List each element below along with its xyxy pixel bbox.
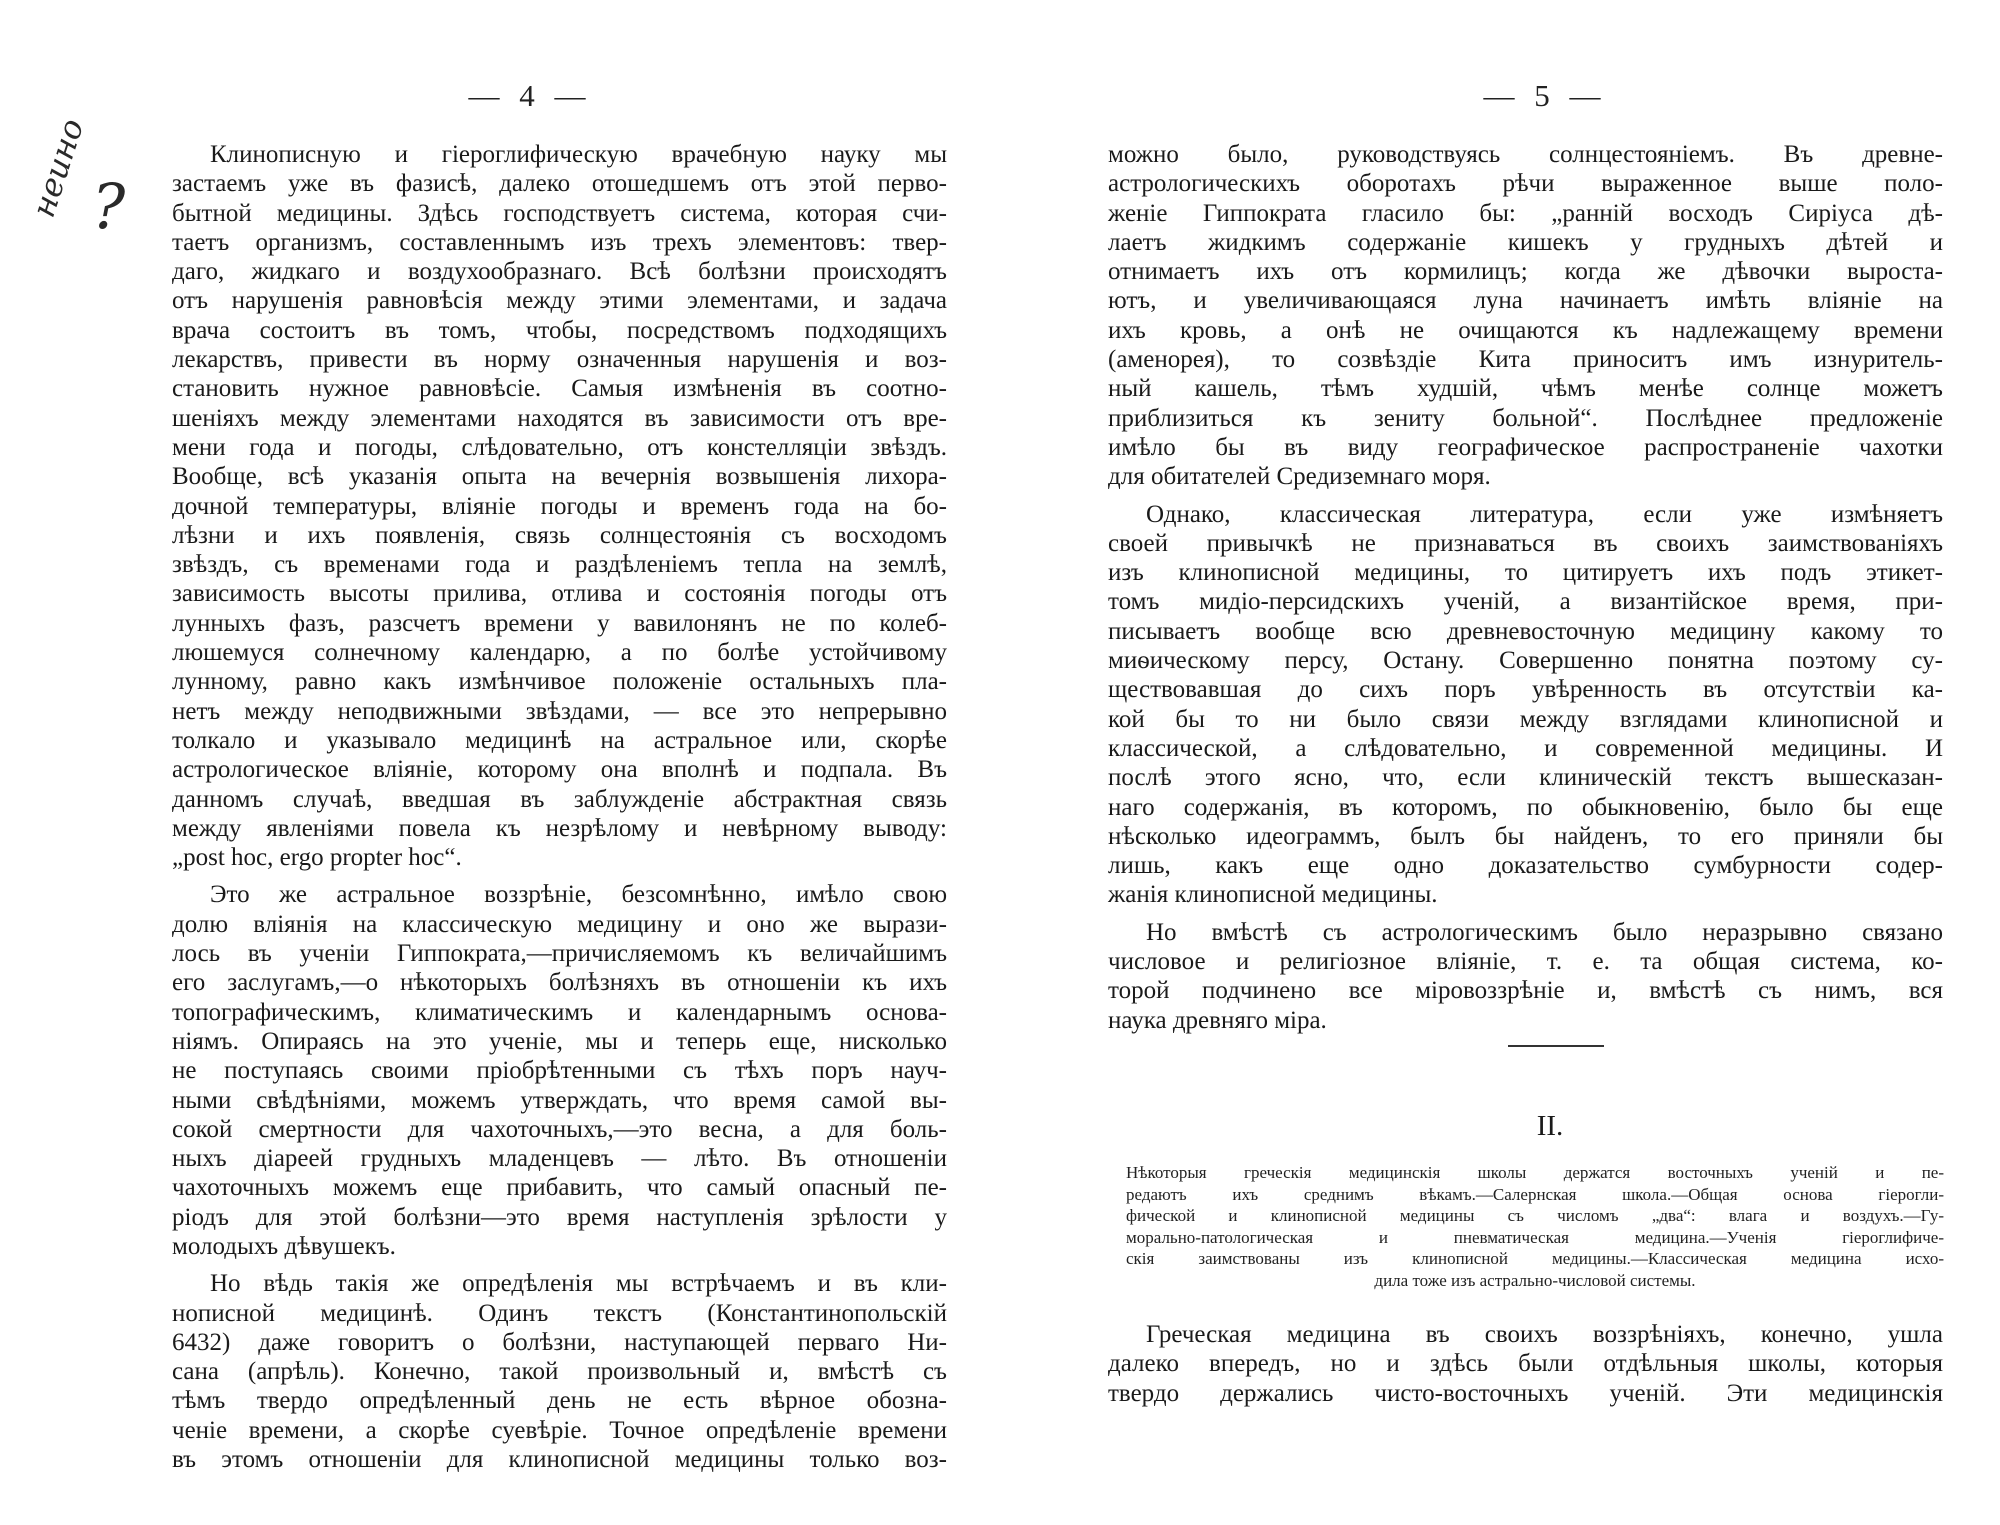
text-line: Однако, классическая литература, если уже измѣняетъ [1146, 500, 1943, 528]
text-line: для обитателей Средиземнаго моря. [1108, 463, 1491, 491]
section-number: II. [1536, 1110, 1564, 1142]
text-line: Но вѣдь такія же опредѣленія мы встрѣчаемъ и въ кли- [210, 1270, 947, 1298]
text-line: люшемуся солнечному календарю, а по болѣе устойчивому [172, 639, 947, 667]
text-line: ныхъ діареей грудныхъ младенцевъ — лѣто. Въ отношеніи [172, 1145, 947, 1173]
text-line: между явленіями повела къ незрѣлому и невѣрному выводу: [172, 814, 947, 842]
text-line: твердо держались чисто-восточныхъ ученій. Эти медицинскія [1108, 1379, 1943, 1407]
text-line: классической, а слѣдовательно, и современной медицины. И [1108, 734, 1943, 762]
text-line: лунныхъ фазъ, разсчетъ времени у вавилонянъ не по колеб- [172, 609, 947, 637]
margin-note-word: неино [24, 113, 92, 222]
text-line: астрологическихъ оборотахъ рѣчи выраженное выше поло- [1108, 170, 1943, 198]
text-line: Но вмѣстѣ съ астрологическимъ было неразрывно связано [1146, 918, 1943, 946]
text-line: далеко впередъ, но и здѣсь были отдѣльныя школы, которыя [1108, 1350, 1943, 1378]
text-line: наука древняго міра. [1108, 1006, 1327, 1034]
chapter-summary [1126, 1162, 1944, 1291]
text-line: писываетъ вообще всю древневосточную медицину какому то [1108, 617, 1943, 645]
text-line: нетъ между неподвижными звѣздами, — все это непрерывно [172, 697, 947, 725]
text-line: лаетъ жидкимъ содержаніе кишекъ у грудныхъ дѣтей и [1108, 228, 1943, 256]
text-line: числовое и религіозное вліяніе, т. е. та общая система, ко- [1108, 948, 1943, 976]
text-line: миѳическому персу, Остану. Совершенно понятна поэтому су- [1108, 647, 1943, 675]
text-line: не поступаясь своими пріобрѣтенными съ тѣхъ поръ науч- [172, 1057, 947, 1085]
text-line: данномъ случаѣ, введшая въ заблужденіе абстрактная связь [172, 785, 947, 813]
text-line: тѣмъ твердо опредѣленный день не есть вѣрное обозна- [172, 1387, 947, 1415]
text-line: приблизиться къ зениту больной“. Послѣднее предложеніе [1108, 404, 1943, 432]
text-line: звѣздъ, съ временами года и раздѣленіемъ тепла на землѣ, [172, 551, 947, 579]
text-line: (аменорея), то созвѣздіе Кита приноситъ имъ изнуритель- [1108, 346, 1943, 374]
summary-line: фической и клинописной медицины съ числомъ „два“: влага и воздухъ.—Гу- [1126, 1206, 1944, 1225]
text-line: „post hoc, ergo propter hoc“. [172, 844, 462, 872]
text-line: топографическимъ, климатическимъ и календарнымъ основа- [172, 998, 947, 1026]
text-line: торой подчинено все міровоззрѣніе и, вмѣстѣ съ нимъ, вся [1108, 977, 1943, 1005]
text-line: чахоточныхъ можемъ еще прибавить, что самый опасный пе- [172, 1174, 947, 1202]
text-line: зависимость высоты прилива, отлива и состоянія погоды отъ [172, 580, 947, 608]
text-line: имѣло бы въ виду географическое распространеніе чахотки [1108, 433, 1943, 461]
summary-line: редаютъ ихъ среднимъ вѣкамъ.—Салернская школа.—Общая основа гіерогли- [1126, 1184, 1944, 1204]
text-line: врача состоитъ въ томъ, чтобы, посредствомъ подходящихъ [172, 316, 947, 344]
text-line: женіе Гиппократа гласило бы: „ранній восходъ Сиріуса дѣ- [1108, 199, 1943, 227]
text-line: ществовавшая до сихъ поръ увѣренность въ отсутствіи ка- [1108, 676, 1943, 704]
text-line: изъ клинописной медицины, то цитируетъ ихъ подъ этикет- [1108, 559, 1943, 587]
text-line: Клинописную и гіероглифическую врачебную науку мы [210, 141, 947, 168]
summary-line: скія заимствованы изъ клинописной медицины.—Классическая медицина исхо- [1126, 1249, 1944, 1268]
right-page-text [1108, 140, 1943, 1035]
text-line: можно было, руководствуясь солнцестояніемъ. Въ древне- [1108, 141, 1943, 168]
section-text [1108, 1320, 1943, 1408]
text-line: долю вліянія на классическую медицину и оно же вырази- [172, 910, 947, 938]
text-line: сана (апрѣль). Конечно, такой произвольный и, вмѣстѣ съ [172, 1358, 947, 1386]
text-line: отъ нарушенія равновѣсія между этими элементами, и задача [172, 287, 947, 315]
text-line: лѣзни и ихъ появленія, связь солнцестоянія съ восходомъ [172, 521, 947, 549]
text-line: Греческая медицина въ своихъ воззрѣніяхъ, конечно, ушла [1146, 1321, 1943, 1348]
text-line: даго, жидкаго и воздухообразнаго. Всѣ болѣзни происходятъ [172, 258, 947, 286]
page-number-left: — 4 — [468, 78, 592, 113]
text-line: молодыхъ дѣвушекъ. [172, 1232, 396, 1260]
text-line: жанія клинописной медицины. [1108, 881, 1438, 909]
text-line: ріодъ для этой болѣзни—это время наступленія зрѣлости у [172, 1203, 947, 1231]
text-line: нѣсколько идеограммъ, былъ бы найденъ, то его приняли бы [1108, 822, 1943, 850]
text-line: 6432) даже говоритъ о болѣзни, наступающей перваго Ни- [172, 1328, 947, 1356]
text-line: Вообще, всѣ указанія опыта на вечернія возвышенія лихора- [172, 463, 947, 491]
text-line: въ этомъ отношеніи для клинописной медицины только воз- [172, 1446, 947, 1474]
text-line: ютъ, и увеличивающаяся луна начинаетъ имѣть вліяніе на [1108, 287, 1943, 315]
text-line: своей привычкѣ не признаваться въ своихъ заимствованіяхъ [1108, 529, 1943, 557]
text-line: шеніяхъ между элементами находятся въ зависимости отъ вре- [172, 404, 947, 432]
page-number-right: — 5 — [1483, 78, 1607, 113]
summary-line: дила тоже изъ астрально-числовой системы. [1374, 1270, 1696, 1290]
text-line: дочной температуры, вліяніе погоды и временъ года на бо- [172, 492, 947, 520]
text-line: застаемъ уже въ фазисѣ, далеко отошедшемъ отъ этой перво- [172, 170, 947, 198]
text-line: лось въ ученіи Гиппократа,—причисляемомъ къ величайшимъ [172, 940, 947, 968]
text-line: лишь, какъ еще одно доказательство сумбурности содер- [1108, 852, 1943, 880]
text-line: становить нужное равновѣсіе. Самыя измѣненія въ соотно- [172, 375, 947, 403]
text-line: нописной медицинѣ. Одинъ текстъ (Константинопольскій [172, 1299, 947, 1327]
text-line: томъ мидіо-персидскихъ ученій, а византійское время, при- [1108, 588, 1943, 616]
text-line: Это же астральное воззрѣніе, безсомнѣнно, имѣло свою [210, 881, 947, 909]
text-line: бытной медицины. Здѣсь господствуетъ система, которая счи- [172, 199, 947, 227]
text-line: толкало и указывало медицинѣ на астральное или, скорѣе [172, 726, 947, 754]
text-line: отнимаетъ ихъ отъ кормилицъ; когда же дѣвочки выроста- [1108, 258, 1943, 286]
text-line: ихъ кровь, а онѣ не очищаются къ надлежащему времени [1108, 316, 1943, 344]
margin-note-question-mark: ? [92, 170, 126, 243]
summary-line: Нѣкоторыя греческія медицинскія школы держатся восточныхъ ученій и пе- [1126, 1163, 1944, 1182]
handwritten-margin-note [20, 113, 130, 290]
text-line: ный кашель, тѣмъ худшій, чѣмъ менѣе солнце можетъ [1108, 375, 1943, 403]
text-line: сокой смертности для чахоточныхъ,—это весна, а для боль- [172, 1115, 947, 1143]
text-line: наго содержанія, въ которомъ, по обыкновенію, было бы еще [1108, 793, 1943, 821]
text-line: лекарствъ, привести въ норму означенныя нарушенія и воз- [172, 346, 947, 374]
text-line: мени года и погоды, слѣдовательно, отъ констелляціи звѣздъ. [172, 433, 947, 461]
text-line: ніямъ. Опираясь на это ученіе, мы и теперь еще, нисколько [172, 1027, 947, 1055]
section-separator-rule [1508, 1045, 1604, 1047]
text-line: астрологическое вліяніе, которому она вполнѣ и подпала. Въ [172, 756, 947, 784]
left-page-text [172, 140, 947, 1474]
text-line: таетъ организмъ, составленнымъ изъ трехъ элементовъ: твер- [172, 228, 947, 256]
text-line: послѣ этого ясно, что, если клиническій текстъ вышесказан- [1108, 764, 1943, 792]
text-line: лунному, равно какъ измѣнчивое положеніе остальныхъ пла- [172, 668, 947, 696]
text-line: ными свѣдѣніями, можемъ утверждать, что время самой вы- [172, 1086, 947, 1114]
text-line: кой бы то ни было связи между взглядами клинописной и [1108, 705, 1943, 733]
text-line: его заслугамъ,—о нѣкоторыхъ болѣзняхъ въ отношеніи къ ихъ [172, 969, 947, 997]
summary-line: морально-патологическая и пневматическая медицина.—Ученія гіероглифиче- [1126, 1227, 1944, 1247]
text-line: ченіе времени, а скорѣе суевѣріе. Точное опредѣленіе времени [172, 1416, 947, 1444]
